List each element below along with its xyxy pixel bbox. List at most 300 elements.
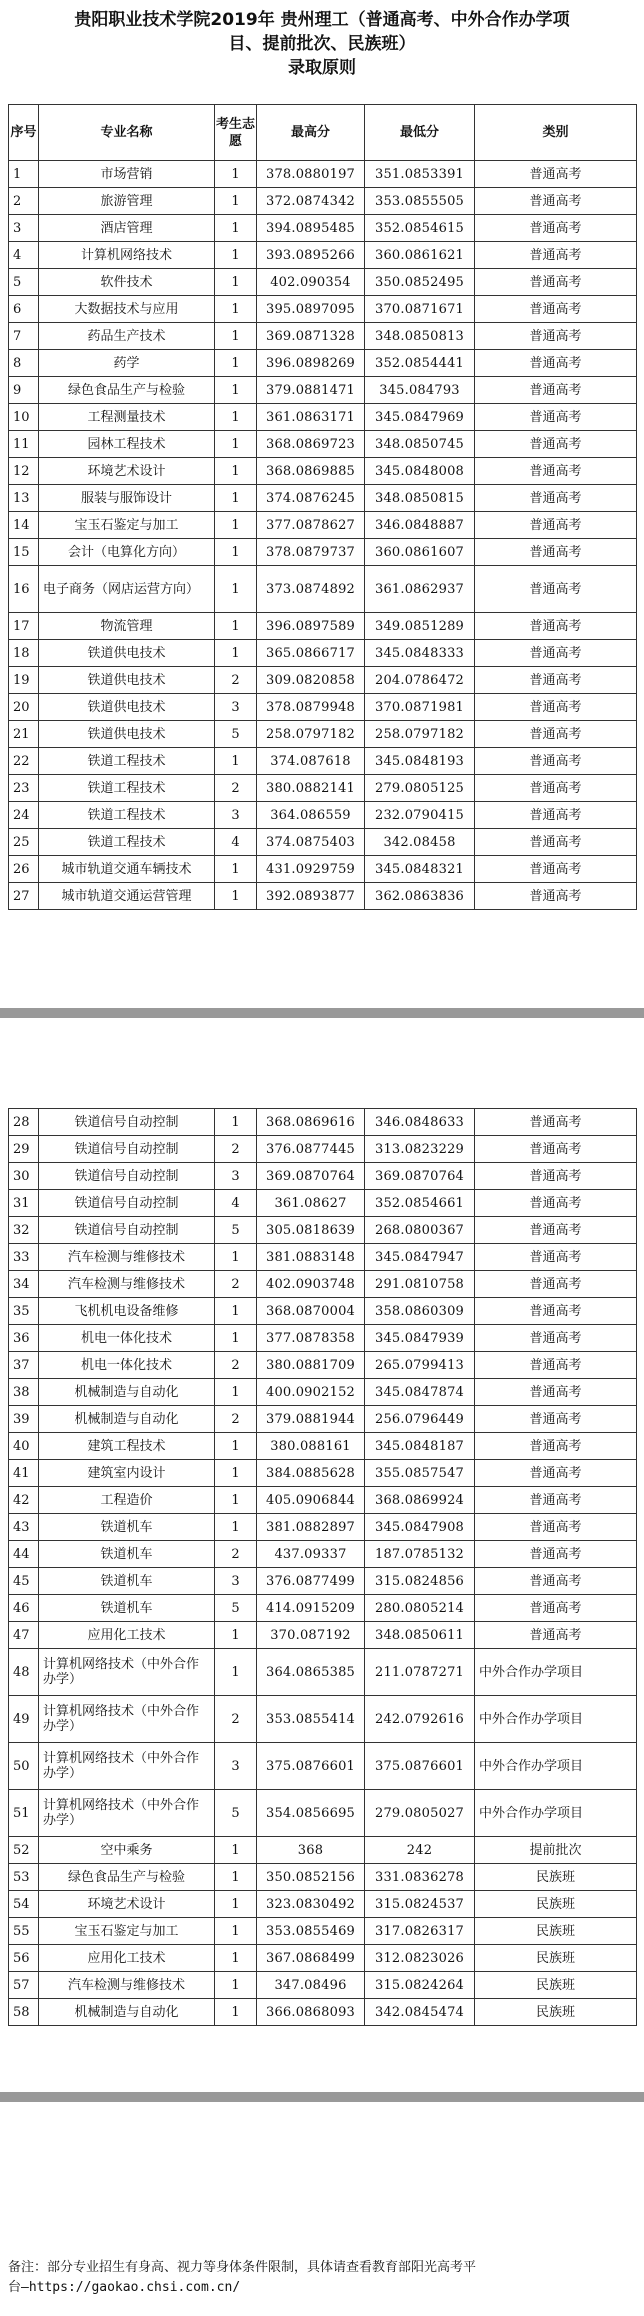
row-number: 40	[9, 1433, 39, 1460]
table-row	[9, 1622, 637, 1649]
max-score: 347.08496	[257, 1972, 365, 1999]
row-number: 20	[9, 694, 39, 721]
max-score: 380.0882141	[257, 775, 365, 802]
table-row	[9, 323, 637, 350]
table-row	[9, 1541, 637, 1568]
max-score: 375.0876601	[257, 1743, 365, 1790]
min-score: 345.0847874	[365, 1379, 475, 1406]
category: 普通高考	[475, 431, 637, 458]
min-score: 355.0857547	[365, 1460, 475, 1487]
max-score: 378.0879948	[257, 694, 365, 721]
header-min-score: 最低分	[365, 105, 475, 161]
table-row	[9, 1972, 637, 1999]
category: 普通高考	[475, 829, 637, 856]
table-row	[9, 1649, 637, 1696]
volunteer-choice: 1	[215, 1622, 257, 1649]
min-score: 265.0799413	[365, 1352, 475, 1379]
max-score: 365.0866717	[257, 640, 365, 667]
volunteer-choice: 2	[215, 1406, 257, 1433]
max-score: 378.0880197	[257, 161, 365, 188]
major-name: 空中乘务	[39, 1837, 215, 1864]
header-category: 类别	[475, 105, 637, 161]
category: 普通高考	[475, 1271, 637, 1298]
volunteer-choice: 1	[215, 431, 257, 458]
min-score: 242	[365, 1837, 475, 1864]
major-name: 应用化工技术	[39, 1622, 215, 1649]
table-row	[9, 431, 637, 458]
table-row	[9, 1109, 637, 1136]
major-name: 汽车检测与维修技术	[39, 1244, 215, 1271]
table-row	[9, 802, 637, 829]
row-number: 9	[9, 377, 39, 404]
min-score: 291.0810758	[365, 1271, 475, 1298]
table-row	[9, 1136, 637, 1163]
min-score: 369.0870764	[365, 1163, 475, 1190]
max-score: 392.0893877	[257, 883, 365, 910]
row-number: 8	[9, 350, 39, 377]
table-row	[9, 883, 637, 910]
volunteer-choice: 3	[215, 1568, 257, 1595]
major-name: 铁道工程技术	[39, 802, 215, 829]
volunteer-choice: 5	[215, 1790, 257, 1837]
volunteer-choice: 3	[215, 694, 257, 721]
max-score: 378.0879737	[257, 539, 365, 566]
max-score: 376.0877445	[257, 1136, 365, 1163]
row-number: 42	[9, 1487, 39, 1514]
row-number: 45	[9, 1568, 39, 1595]
major-name: 电子商务（网店运营方向）	[39, 566, 215, 613]
min-score: 315.0824856	[365, 1568, 475, 1595]
major-name: 计算机网络技术（中外合作办学）	[39, 1649, 215, 1696]
category: 普通高考	[475, 721, 637, 748]
max-score: 370.087192	[257, 1622, 365, 1649]
table-row	[9, 350, 637, 377]
major-name: 园林工程技术	[39, 431, 215, 458]
category: 普通高考	[475, 1379, 637, 1406]
min-score: 242.0792616	[365, 1696, 475, 1743]
volunteer-choice: 1	[215, 512, 257, 539]
min-score: 353.0855505	[365, 188, 475, 215]
category: 普通高考	[475, 1514, 637, 1541]
volunteer-choice: 1	[215, 613, 257, 640]
row-number: 51	[9, 1790, 39, 1837]
major-name: 铁道信号自动控制	[39, 1109, 215, 1136]
table-row	[9, 242, 637, 269]
table-row	[9, 566, 637, 613]
table-row	[9, 1891, 637, 1918]
header-major: 专业名称	[39, 105, 215, 161]
volunteer-choice: 3	[215, 802, 257, 829]
volunteer-choice: 1	[215, 883, 257, 910]
major-name: 铁道机车	[39, 1541, 215, 1568]
table-row	[9, 1352, 637, 1379]
min-score: 345.0848333	[365, 640, 475, 667]
table-row	[9, 1595, 637, 1622]
category: 普通高考	[475, 323, 637, 350]
row-number: 30	[9, 1163, 39, 1190]
major-name: 铁道信号自动控制	[39, 1217, 215, 1244]
table-row	[9, 640, 637, 667]
major-name: 铁道供电技术	[39, 721, 215, 748]
row-number: 14	[9, 512, 39, 539]
category: 普通高考	[475, 1190, 637, 1217]
volunteer-choice: 1	[215, 856, 257, 883]
max-score: 374.087618	[257, 748, 365, 775]
category: 普通高考	[475, 748, 637, 775]
table-row	[9, 1945, 637, 1972]
volunteer-choice: 2	[215, 1541, 257, 1568]
min-score: 352.0854441	[365, 350, 475, 377]
category: 普通高考	[475, 1244, 637, 1271]
volunteer-choice: 1	[215, 1487, 257, 1514]
category: 普通高考	[475, 802, 637, 829]
volunteer-choice: 1	[215, 640, 257, 667]
category: 民族班	[475, 1918, 637, 1945]
category: 普通高考	[475, 1217, 637, 1244]
row-number: 34	[9, 1271, 39, 1298]
volunteer-choice: 1	[215, 1109, 257, 1136]
min-score: 211.0787271	[365, 1649, 475, 1696]
min-score: 360.0861621	[365, 242, 475, 269]
table-header-row	[9, 105, 637, 161]
row-number: 54	[9, 1891, 39, 1918]
major-name: 铁道工程技术	[39, 829, 215, 856]
category: 中外合作办学项目	[475, 1743, 637, 1790]
category: 中外合作办学项目	[475, 1649, 637, 1696]
major-name: 机电一体化技术	[39, 1352, 215, 1379]
category: 普通高考	[475, 1325, 637, 1352]
major-name: 机械制造与自动化	[39, 1999, 215, 2026]
min-score: 313.0823229	[365, 1136, 475, 1163]
page-separator	[0, 1008, 644, 1018]
table-row	[9, 1217, 637, 1244]
major-name: 铁道供电技术	[39, 640, 215, 667]
volunteer-choice: 1	[215, 1864, 257, 1891]
table-row	[9, 296, 637, 323]
row-number: 28	[9, 1109, 39, 1136]
category: 普通高考	[475, 1487, 637, 1514]
table-row	[9, 1190, 637, 1217]
major-name: 绿色食品生产与检验	[39, 377, 215, 404]
min-score: 352.0854615	[365, 215, 475, 242]
category: 普通高考	[475, 1622, 637, 1649]
category: 普通高考	[475, 640, 637, 667]
major-name: 计算机网络技术（中外合作办学）	[39, 1696, 215, 1743]
min-score: 345.084793	[365, 377, 475, 404]
category: 普通高考	[475, 512, 637, 539]
major-name: 铁道供电技术	[39, 694, 215, 721]
row-number: 39	[9, 1406, 39, 1433]
max-score: 369.0871328	[257, 323, 365, 350]
table-row	[9, 1790, 637, 1837]
row-number: 5	[9, 269, 39, 296]
min-score: 360.0861607	[365, 539, 475, 566]
major-name: 汽车检测与维修技术	[39, 1972, 215, 1999]
min-score: 345.0848193	[365, 748, 475, 775]
category: 普通高考	[475, 350, 637, 377]
volunteer-choice: 1	[215, 458, 257, 485]
max-score: 309.0820858	[257, 667, 365, 694]
row-number: 47	[9, 1622, 39, 1649]
major-name: 汽车检测与维修技术	[39, 1271, 215, 1298]
major-name: 铁道机车	[39, 1595, 215, 1622]
major-name: 城市轨道交通运营管理	[39, 883, 215, 910]
volunteer-choice: 5	[215, 721, 257, 748]
volunteer-choice: 2	[215, 667, 257, 694]
min-score: 342.0845474	[365, 1999, 475, 2026]
min-score: 232.0790415	[365, 802, 475, 829]
major-name: 铁道信号自动控制	[39, 1136, 215, 1163]
category: 民族班	[475, 1945, 637, 1972]
max-score: 353.0855469	[257, 1918, 365, 1945]
row-number: 53	[9, 1864, 39, 1891]
table-row	[9, 1244, 637, 1271]
volunteer-choice: 1	[215, 1514, 257, 1541]
max-score: 372.0874342	[257, 188, 365, 215]
row-number: 33	[9, 1244, 39, 1271]
category: 普通高考	[475, 1298, 637, 1325]
min-score: 279.0805027	[365, 1790, 475, 1837]
category: 普通高考	[475, 775, 637, 802]
min-score: 370.0871671	[365, 296, 475, 323]
category: 普通高考	[475, 1352, 637, 1379]
table-row	[9, 377, 637, 404]
row-number: 15	[9, 539, 39, 566]
volunteer-choice: 1	[215, 1298, 257, 1325]
min-score: 346.0848887	[365, 512, 475, 539]
table-row	[9, 188, 637, 215]
volunteer-choice: 1	[215, 1837, 257, 1864]
row-number: 24	[9, 802, 39, 829]
category: 普通高考	[475, 1568, 637, 1595]
category: 普通高考	[475, 1406, 637, 1433]
major-name: 建筑室内设计	[39, 1460, 215, 1487]
category: 普通高考	[475, 188, 637, 215]
major-name: 铁道信号自动控制	[39, 1163, 215, 1190]
major-name: 环境艺术设计	[39, 1891, 215, 1918]
table-row	[9, 215, 637, 242]
max-score: 393.0895266	[257, 242, 365, 269]
table-row	[9, 1918, 637, 1945]
table-row	[9, 1379, 637, 1406]
category: 普通高考	[475, 404, 637, 431]
volunteer-choice: 1	[215, 748, 257, 775]
min-score: 351.0853391	[365, 161, 475, 188]
category: 民族班	[475, 1864, 637, 1891]
major-name: 环境艺术设计	[39, 458, 215, 485]
major-name: 软件技术	[39, 269, 215, 296]
max-score: 379.0881944	[257, 1406, 365, 1433]
row-number: 21	[9, 721, 39, 748]
table-row	[9, 404, 637, 431]
row-number: 37	[9, 1352, 39, 1379]
header-volunteer: 考生志愿	[215, 105, 257, 161]
title-line-1: 贵阳职业技术学院2019年 贵州理工（普通高考、中外合作办学项	[74, 10, 570, 30]
row-number: 49	[9, 1696, 39, 1743]
category: 普通高考	[475, 1595, 637, 1622]
max-score: 373.0874892	[257, 566, 365, 613]
volunteer-choice: 2	[215, 1271, 257, 1298]
major-name: 市场营销	[39, 161, 215, 188]
category: 普通高考	[475, 539, 637, 566]
row-number: 22	[9, 748, 39, 775]
major-name: 计算机网络技术	[39, 242, 215, 269]
row-number: 44	[9, 1541, 39, 1568]
min-score: 312.0823026	[365, 1945, 475, 1972]
volunteer-choice: 1	[215, 1918, 257, 1945]
max-score: 368.0869723	[257, 431, 365, 458]
major-name: 城市轨道交通车辆技术	[39, 856, 215, 883]
table-row	[9, 1460, 637, 1487]
major-name: 酒店管理	[39, 215, 215, 242]
category: 普通高考	[475, 856, 637, 883]
category: 普通高考	[475, 1460, 637, 1487]
volunteer-choice: 1	[215, 1649, 257, 1696]
title-line-3: 录取原则	[288, 58, 356, 78]
row-number: 12	[9, 458, 39, 485]
category: 普通高考	[475, 377, 637, 404]
max-score: 374.0875403	[257, 829, 365, 856]
major-name: 铁道工程技术	[39, 775, 215, 802]
min-score: 268.0800367	[365, 1217, 475, 1244]
category: 普通高考	[475, 1109, 637, 1136]
category: 普通高考	[475, 613, 637, 640]
major-name: 工程测量技术	[39, 404, 215, 431]
max-score: 381.0883148	[257, 1244, 365, 1271]
major-name: 应用化工技术	[39, 1945, 215, 1972]
major-name: 铁道机车	[39, 1514, 215, 1541]
min-score: 362.0863836	[365, 883, 475, 910]
row-number: 55	[9, 1918, 39, 1945]
row-number: 48	[9, 1649, 39, 1696]
table-row	[9, 1837, 637, 1864]
category: 普通高考	[475, 1541, 637, 1568]
volunteer-choice: 4	[215, 1190, 257, 1217]
max-score: 353.0855414	[257, 1696, 365, 1743]
table-row	[9, 1406, 637, 1433]
category: 民族班	[475, 1999, 637, 2026]
min-score: 349.0851289	[365, 613, 475, 640]
category: 民族班	[475, 1891, 637, 1918]
category: 普通高考	[475, 161, 637, 188]
category: 普通高考	[475, 215, 637, 242]
table-row	[9, 829, 637, 856]
row-number: 19	[9, 667, 39, 694]
volunteer-choice: 1	[215, 215, 257, 242]
major-name: 药学	[39, 350, 215, 377]
row-number: 35	[9, 1298, 39, 1325]
table-row	[9, 269, 637, 296]
table-row	[9, 458, 637, 485]
max-score: 394.0895485	[257, 215, 365, 242]
max-score: 258.0797182	[257, 721, 365, 748]
volunteer-choice: 1	[215, 1325, 257, 1352]
major-name: 旅游管理	[39, 188, 215, 215]
major-name: 宝玉石鉴定与加工	[39, 1918, 215, 1945]
row-number: 29	[9, 1136, 39, 1163]
volunteer-choice: 1	[215, 1460, 257, 1487]
row-number: 11	[9, 431, 39, 458]
volunteer-choice: 1	[215, 1999, 257, 2026]
major-name: 铁道机车	[39, 1568, 215, 1595]
volunteer-choice: 1	[215, 539, 257, 566]
table-row	[9, 748, 637, 775]
volunteer-choice: 1	[215, 377, 257, 404]
table-row	[9, 512, 637, 539]
min-score: 280.0805214	[365, 1595, 475, 1622]
row-number: 16	[9, 566, 39, 613]
volunteer-choice: 1	[215, 1891, 257, 1918]
category: 提前批次	[475, 1837, 637, 1864]
max-score: 374.0876245	[257, 485, 365, 512]
min-score: 345.0847908	[365, 1514, 475, 1541]
max-score: 377.0878358	[257, 1325, 365, 1352]
table-row	[9, 775, 637, 802]
min-score: 348.0850611	[365, 1622, 475, 1649]
min-score: 331.0836278	[365, 1864, 475, 1891]
volunteer-choice: 1	[215, 1244, 257, 1271]
max-score: 380.0881709	[257, 1352, 365, 1379]
header-max-score: 最高分	[257, 105, 365, 161]
max-score: 368	[257, 1837, 365, 1864]
category: 普通高考	[475, 269, 637, 296]
major-name: 铁道供电技术	[39, 667, 215, 694]
title-line-2: 目、提前批次、民族班）	[228, 34, 416, 54]
row-number: 26	[9, 856, 39, 883]
category: 普通高考	[475, 485, 637, 512]
page-separator	[0, 2092, 644, 2102]
table-row	[9, 161, 637, 188]
max-score: 361.0863171	[257, 404, 365, 431]
min-score: 368.0869924	[365, 1487, 475, 1514]
table-row	[9, 1743, 637, 1790]
min-score: 345.0848187	[365, 1433, 475, 1460]
max-score: 368.0869616	[257, 1109, 365, 1136]
row-number: 31	[9, 1190, 39, 1217]
max-score: 402.090354	[257, 269, 365, 296]
row-number: 57	[9, 1972, 39, 1999]
table-row	[9, 485, 637, 512]
category: 普通高考	[475, 694, 637, 721]
max-score: 379.0881471	[257, 377, 365, 404]
volunteer-choice: 1	[215, 269, 257, 296]
table-row	[9, 613, 637, 640]
max-score: 369.0870764	[257, 1163, 365, 1190]
table-row	[9, 856, 637, 883]
volunteer-choice: 1	[215, 1433, 257, 1460]
volunteer-choice: 5	[215, 1217, 257, 1244]
max-score: 368.0870004	[257, 1298, 365, 1325]
row-number: 41	[9, 1460, 39, 1487]
min-score: 345.0847939	[365, 1325, 475, 1352]
major-name: 铁道信号自动控制	[39, 1190, 215, 1217]
volunteer-choice: 2	[215, 1696, 257, 1743]
table-row	[9, 721, 637, 748]
row-number: 1	[9, 161, 39, 188]
table-row	[9, 539, 637, 566]
min-score: 361.0862937	[365, 566, 475, 613]
min-score: 345.0848321	[365, 856, 475, 883]
max-score: 361.08627	[257, 1190, 365, 1217]
min-score: 375.0876601	[365, 1743, 475, 1790]
major-name: 大数据技术与应用	[39, 296, 215, 323]
min-score: 317.0826317	[365, 1918, 475, 1945]
row-number: 25	[9, 829, 39, 856]
row-number: 17	[9, 613, 39, 640]
max-score: 323.0830492	[257, 1891, 365, 1918]
volunteer-choice: 1	[215, 296, 257, 323]
max-score: 377.0878627	[257, 512, 365, 539]
